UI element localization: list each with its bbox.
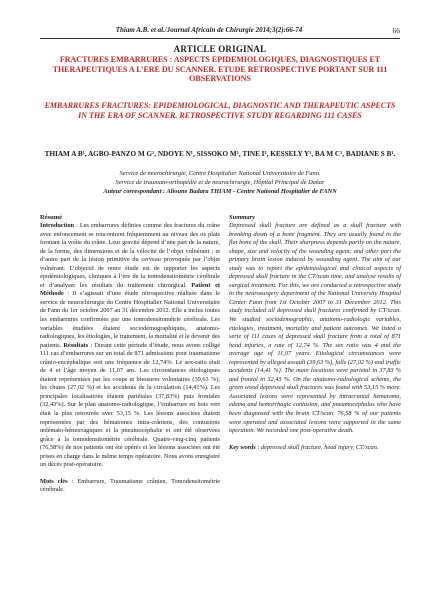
affiliation-1: Service de neurochirurgie, Centre Hospitalier National Universitaire de Fann. bbox=[119, 170, 321, 177]
corresponding-value: Alioune Badara THIAM - Centre National Hospitalier de FANN bbox=[166, 188, 337, 195]
keywords-text-en: : depressed skull fracture, head injury, CT/scan. bbox=[257, 443, 379, 451]
journal-citation: Thiam A.B. et al./Journal Africain de Chirurgie 2014;3(2):66-74 bbox=[115, 26, 303, 34]
article-type: ARTICLE ORIGINAL bbox=[173, 44, 267, 54]
introduction-text: : Les embarrures définies comme des fractures du crâne avec enfoncement se rencontrent fréquemment au niveau des os plats formant la voûte du crâne. Leur gravité dépend d’une part de la nature, de la forme, des dimensions et de la vélocité de l’objet vulnérant ; et d’autre part de la lésion primitive du cerveau provoquée par l’objet vulnérant. L’objectif de notre étude est de rapporter les aspects épidémiologiques, cliniques à l’ère de la tomodensitométrie cérébrale et d’analyser les résultats du traitement chirurgical. bbox=[40, 222, 220, 289]
resume-body bbox=[40, 222, 220, 470]
summary-body: Depressed skull fracture are defined as a skull fracture with breaking down of a bone fragment. They are usually found in the flat bone of the skull. Their sharpness depends partly on the nature, shape, size and velocity of the wounding agent; and other part the primary brain lesion induced by wounding agent. The aim of our study was to report the epidemiological and clinical aspects of depressed skull fracture in the CT/scan time, and analyse results of surgical treatment. For this, we are conducted a retrospective study in the neurosurgery department of the National University Hospital Center Fann from 1st October 2007 to 31 December 2012. This study included all depressed skull fractures confirmed by CT/scan. We studied sociodemographic, anatomo-radiologic variables, etiologies, treatment, mortality and patient outcomes. We listed a serie of 111 cases of depressed skull fracture from a total of 871 head injuries, a rate of 12,74 %. The sex ratio was 4 and the average age of 11,07 years. Etiological circumstances were represented by alleged assault (39,63 %), falls (27,02 %) and traffic accidents (14,41 %). The main locations were parietal in 37,83 % and frontal in 32,43 %. On the anatomo-radiological scheme, the green wood depressed skull fractures was found with 53,15 % more. Associated lesions were represented by intracranial hematoma, edema and hemorrhagic contusion, and pneumocephalus who have been diagnosed with the brain CT/scan. 76,58 % of our patients were operated and associated lesions were supported in the same operation. We recorded one post-operative death. bbox=[229, 222, 401, 435]
french-keywords bbox=[40, 478, 220, 495]
english-keywords bbox=[229, 444, 401, 453]
introduction-label: Introduction bbox=[40, 222, 75, 229]
methods-label: Patient et Méthode bbox=[40, 281, 220, 298]
corresponding-author bbox=[40, 187, 400, 196]
english-title: EMBARRURES FRACTURES: EPIDEMIOLOGICAL, DIAGNOSTIC AND THERAPEUTIC ASPECTS IN THE ERA OF SCANNER. RETROSPECTIVE STUDY REGARDING 111 CASES bbox=[44, 101, 396, 120]
resume-heading: Résumé bbox=[40, 214, 63, 221]
page-number: 66 bbox=[392, 26, 400, 35]
header-rule bbox=[40, 38, 400, 39]
resume-column bbox=[40, 213, 220, 495]
results-text: : Durant cette période d’étude, nous avons colligé 111 cas d’embarrures sur un total de 871 admissions pour traumatisme crânio-encéphalique soit une fréquence de 12,74%. Le sex-ratio était de 4 et l’âge moyen de 11,07 ans. Les circonstances étiologiques étaient représentées par les coups et blessures volontaires (39,63 %), les chutes (27,02 %) et les accidents de la circulation (14,41%). Les principales localisations étaient pariétales (37,83%) puis frontales (32,43%). Sur le plan anatomo-radiologique, l’embarrure en bois vert était la plus retrouvée avec 53,15 %. Les lésions associées étaient représentées par des hématomes intra-crâniens, des contusions œdémato-hémorragiques et la pneumocéphalie et ont été observées grâce à la tomodensitométrie cérébrale. Quatre-ving-cinq patients (76,58%) de nos patients ont été opérés et les lésions associées ont été prises en charge dans le même temps opératoire. Nous avons enregistré un décès post-opératoire. bbox=[40, 341, 221, 469]
keywords-label-fr: Mots clés bbox=[40, 477, 68, 485]
affiliations bbox=[40, 169, 400, 196]
results-label: Résultats bbox=[63, 341, 89, 349]
keywords-label-en: Key words bbox=[229, 443, 256, 451]
summary-heading: Summary bbox=[229, 214, 256, 221]
author-list: THIAM A B¹, AGBO-PANZO M G¹, NDOYE N¹, SISSOKO M¹, TINE I¹, KESSELY Y¹, BA M C¹, BADIANE S B¹. bbox=[44, 150, 396, 158]
french-title: FRACTURES EMBARRURES : ASPECTS EPIDEMIOLOGIQUES, DIAGNOSTIQUES ET THERAPEUTIQUES A L’ERE DU SCANNER. ETUDE RETROSPECTIVE PORTANT SUR 111 OBSERVATIONS bbox=[52, 55, 388, 84]
corresponding-label: Auteur correspondant : bbox=[103, 188, 166, 195]
keywords-text-fr: : Embarrure, Traumatisme crânien, Tomodensitométrie cérébrale. bbox=[40, 477, 220, 494]
summary-column bbox=[229, 213, 401, 452]
affiliation-2: Service de traumato-orthopédie et de neurochirurgie, Hôpital Principal de Dakar bbox=[115, 179, 325, 186]
methods-text: : Il s’agissait d’une étude rétrospective réalisée dans le service de neurochirurgie du Centre Hospitalier National Universitaire de Fann du 1er octobre 2007 au 31 décembre 2012. Elle a inclus toutes les embarrures confirmées par une tomodensitométrie cérébrale. Les variables étudiées étaient sociodémographiques, anatomo-radiologiques, les étiologies, le traitement, la mortalité et le devenir des patients. bbox=[40, 290, 220, 349]
